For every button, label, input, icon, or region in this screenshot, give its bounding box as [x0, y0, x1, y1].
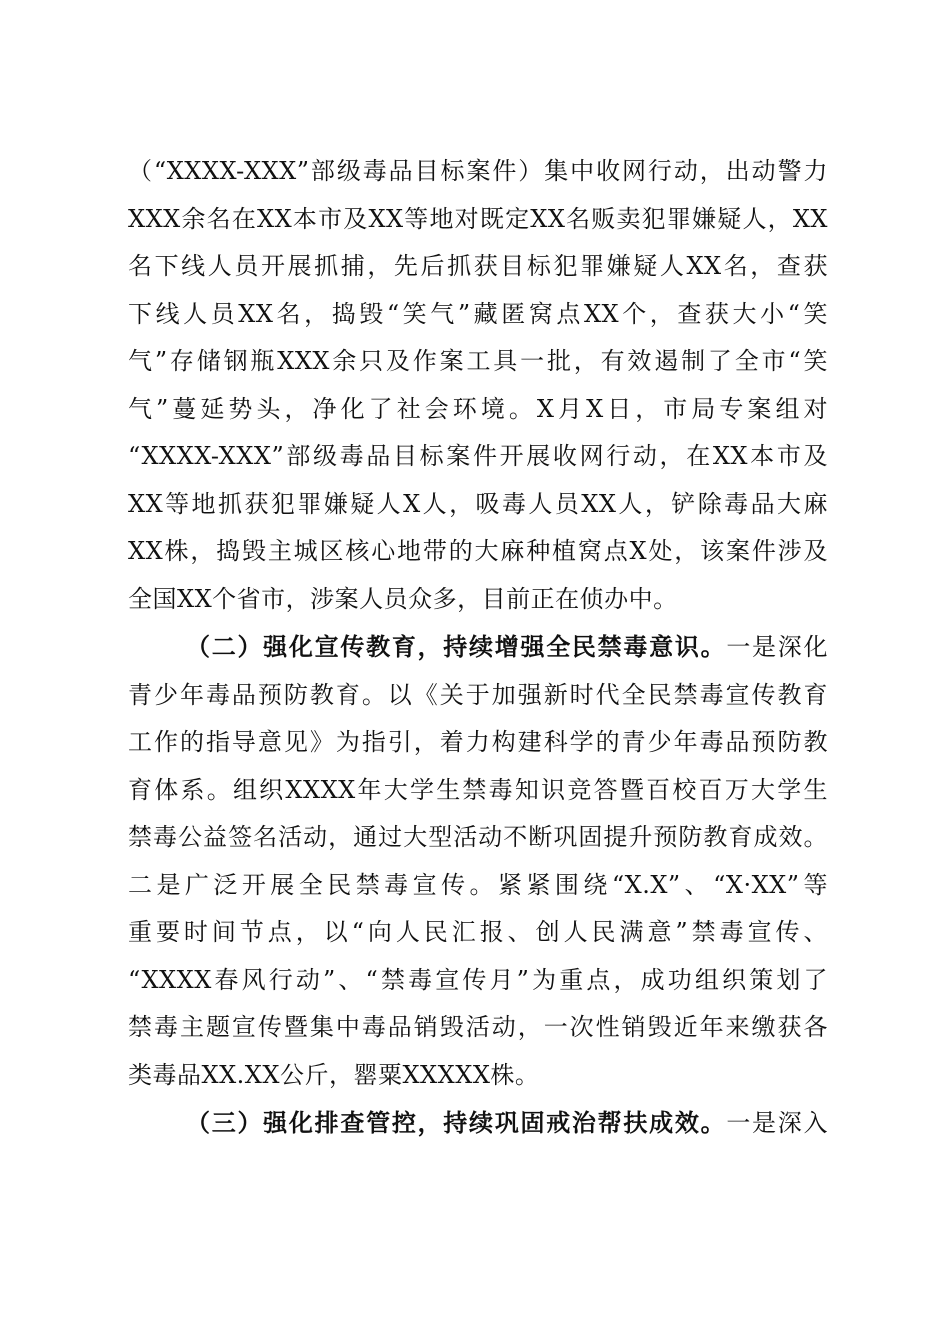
text-line: 气”蔓延势头，净化了社会环境。X月X日，市局专案组对 [128, 394, 828, 423]
text-line: “XXXX-XXX”部级毒品目标案件开展收网行动，在XX本市及 [128, 442, 828, 470]
text-run: 一是深入 [726, 1109, 828, 1137]
section-heading: （三）强化排查管控，持续巩固戒治帮扶成效。 [186, 1108, 727, 1137]
text-line [128, 623, 828, 672]
text-line: 类毒品XX.XX公斤，罂粟XXXXX株。 [128, 1060, 540, 1089]
text-line: （“XXXX-XXX”部级毒品目标案件）集中收网行动，出动警力 [128, 157, 828, 185]
text-line: 育体系。组织XXXX年大学生禁毒知识竞答暨百校百万大学生 [128, 775, 828, 804]
text-line: XX株，捣毁主城区核心地带的大麻种植窝点X处，该案件涉及 [128, 537, 828, 565]
paragraph-3 [128, 1099, 828, 1148]
text-line: 气”存储钢瓶XXX余只及作案工具一批，有效遏制了全市“笑 [128, 347, 828, 375]
text-line: 禁毒主题宣传暨集中毒品销毁活动，一次性销毁近年来缴获各 [128, 1013, 828, 1041]
text-line: 青少年毒品预防教育。以《关于加强新时代全民禁毒宣传教育 [128, 680, 828, 709]
text-line: “XXXX春风行动”、“禁毒宣传月”为重点，成功组织策划了 [128, 965, 828, 994]
text-run: 一是深化 [726, 633, 828, 661]
paragraph-1 [128, 148, 828, 623]
paragraph-2 [128, 623, 828, 1099]
body-text [128, 148, 828, 1148]
section-heading: （二）强化宣传教育，持续增强全民禁毒意识。 [186, 632, 727, 661]
text-line: 重要时间节点，以“向人民汇报、创人民满意”禁毒宣传、 [128, 918, 828, 946]
text-line: 下线人员XX名，捣毁“笑气”藏匿窝点XX个，查获大小“笑 [128, 299, 828, 328]
text-line: XX等地抓获犯罪嫌疑人X人，吸毒人员XX人，铲除毒品大麻 [128, 489, 828, 518]
text-line: 禁毒公益签名活动，通过大型活动不断巩固提升预防教育成效。 [128, 823, 828, 851]
text-line: 工作的指导意见》为指引，着力构建科学的青少年毒品预防教 [128, 728, 828, 756]
text-line: XXX余名在XX本市及XX等地对既定XX名贩卖犯罪嫌疑人，XX [128, 204, 828, 233]
text-line: 二是广泛开展全民禁毒宣传。紧紧围绕“X.X”、“X·XX”等 [128, 870, 828, 899]
text-line: 名下线人员开展抓捕，先后抓获目标犯罪嫌疑人XX名，查获 [128, 252, 828, 280]
text-line: 全国XX个省市，涉案人员众多，目前正在侦办中。 [128, 584, 678, 613]
text-line [128, 1099, 828, 1148]
